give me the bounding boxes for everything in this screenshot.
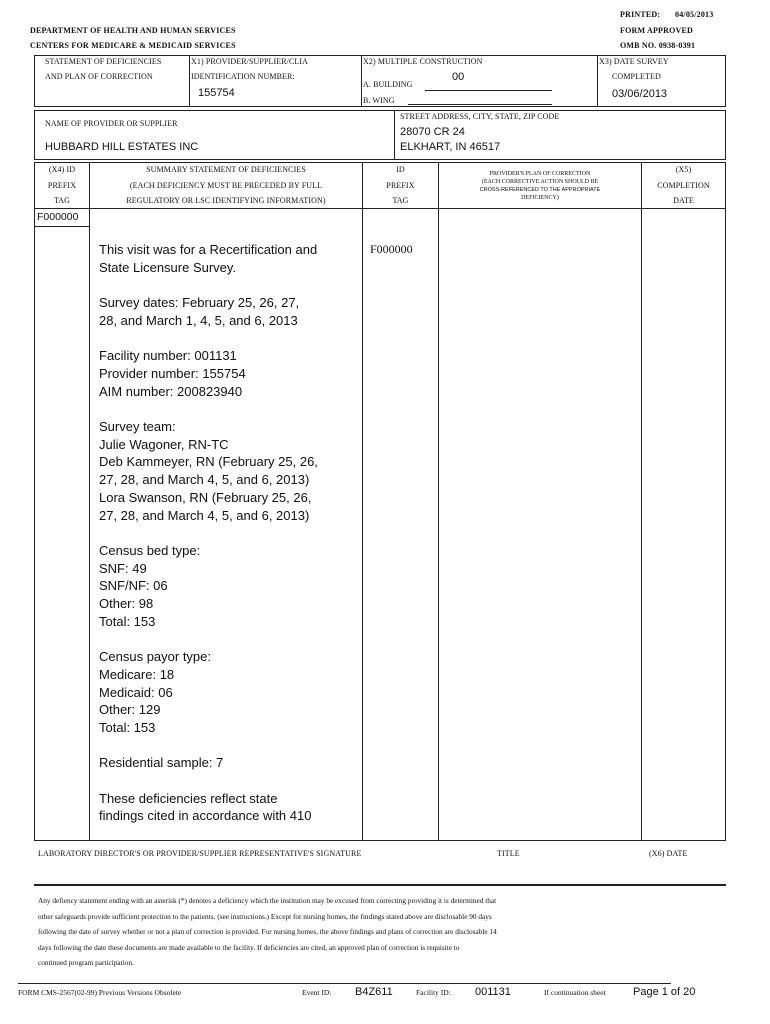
text-line: SNF: 49 bbox=[99, 560, 147, 576]
text-line: Survey team: bbox=[99, 418, 176, 434]
facility-id-value: 001131 bbox=[475, 986, 511, 998]
survey-date-value: 03/06/2013 bbox=[612, 88, 668, 100]
visit-paragraph bbox=[99, 241, 361, 276]
text-line: Total: 153 bbox=[99, 613, 156, 629]
x4-header-2: PREFIX bbox=[47, 181, 77, 190]
summary-header-1: SUMMARY STATEMENT OF DEFICIENCIES bbox=[146, 165, 306, 174]
omb-number: OMB NO. 0938-0391 bbox=[620, 41, 696, 50]
provider-name-value: HUBBARD HILL ESTATES INC bbox=[45, 141, 199, 153]
id-header-1: ID bbox=[396, 165, 405, 174]
text-line: Medicaid: 06 bbox=[99, 684, 173, 700]
form-approved: FORM APPROVED bbox=[620, 26, 694, 35]
survey-dates-paragraph bbox=[99, 294, 361, 329]
printed-label: PRINTED: bbox=[620, 10, 661, 19]
page-number: Page 1 of 20 bbox=[633, 986, 696, 998]
disclaimer-line: other safeguards provide sufficient protection to the patients. (see instructions.) Except for nursing homes, the findings stated above are disclosable 90 days bbox=[38, 911, 492, 921]
text-line: findings cited in accordance with 410 bbox=[99, 808, 312, 824]
x5-header-1: (X5) bbox=[675, 165, 692, 174]
text-line: Facility number: 001131 bbox=[99, 348, 237, 364]
text-line: 27, 28, and March 4, 5, and 6, 2013) bbox=[99, 472, 310, 488]
x3-label-2: COMPLETED bbox=[612, 72, 661, 81]
text-line: Census bed type: bbox=[99, 542, 201, 558]
x1-label-1: X1) PROVIDER/SUPPLIER/CLIA bbox=[191, 57, 309, 66]
text-line: Residential sample: 7 bbox=[99, 755, 224, 771]
facility-numbers-paragraph bbox=[99, 347, 361, 400]
address-line-1: 28070 CR 24 bbox=[400, 126, 465, 138]
id-header-2: PREFIX bbox=[386, 181, 415, 190]
address-line-2: ELKHART, IN 46517 bbox=[400, 141, 501, 153]
text-line: Medicare: 18 bbox=[99, 666, 175, 682]
x2-label: X2) MULTIPLE CONSTRUCTION bbox=[363, 57, 483, 66]
disclaimer-line: days following the date these documents are made available to the facility. If deficiencies are cited, an approved plan of correction is requisite to bbox=[38, 942, 460, 952]
x4-header-1: (X4) ID bbox=[48, 165, 76, 174]
building-value: 00 bbox=[452, 71, 465, 83]
text-line: Other: 129 bbox=[99, 702, 161, 718]
text-line: This visit was for a Recertification and bbox=[99, 242, 318, 257]
text-line: 28, and March 1, 4, 5, and 6, 2013 bbox=[99, 312, 298, 328]
survey-team-paragraph bbox=[99, 418, 361, 524]
x5-header-2: COMPLETION bbox=[657, 181, 710, 190]
text-line: AIM number: 200823940 bbox=[99, 383, 243, 399]
form-number: FORM CMS-2567(02-99) Previous Versions Obsolete bbox=[18, 988, 182, 997]
x6-date-label: (X6) DATE bbox=[649, 849, 688, 858]
text-line: Lora Swanson, RN (February 25, 26, bbox=[99, 489, 312, 505]
text-line: SNF/NF: 06 bbox=[99, 578, 168, 594]
x5-header-3: DATE bbox=[673, 196, 694, 205]
text-line: Deb Kammeyer, RN (February 25, 26, bbox=[99, 454, 318, 470]
x4-header-3: TAG bbox=[53, 196, 71, 205]
statement-label-1: STATEMENT OF DEFICIENCIES bbox=[45, 57, 162, 66]
provider-id-value: 155754 bbox=[198, 87, 235, 99]
text-line: Other: 98 bbox=[99, 596, 154, 611]
facility-id-label: Facility ID: bbox=[416, 988, 451, 997]
title-label: TITLE bbox=[497, 849, 520, 858]
text-line: State Licensure Survey. bbox=[99, 259, 237, 275]
centers-title: CENTERS FOR MEDICARE & MEDICAID SERVICES bbox=[30, 41, 236, 50]
department-title: DEPARTMENT OF HEALTH AND HUMAN SERVICES bbox=[30, 26, 236, 35]
text-line: Total: 153 bbox=[99, 719, 156, 735]
text-line: Survey dates: February 25, 26, 27, bbox=[99, 295, 300, 311]
wing-label: B. WING bbox=[363, 96, 395, 105]
disclaimer-line: following the date of survey whether or not a plan of correction is provided. For nursing homes, the above findings and plans of correction are disclosable 14 bbox=[38, 927, 497, 936]
correction-tag: F000000 bbox=[370, 242, 413, 256]
address-label: STREET ADDRESS, CITY, STATE, ZIP CODE bbox=[400, 112, 560, 121]
text-line: These deficiencies reflect state bbox=[99, 790, 278, 806]
text-line: Julie Wagoner, RN-TC bbox=[99, 436, 229, 452]
deficiency-tag: F000000 bbox=[37, 211, 79, 223]
building-label: A. BUILDING bbox=[363, 80, 413, 89]
plan-header-2: (EACH CORRECTIVE ACTION SHOULD BE bbox=[481, 179, 599, 185]
id-header-3: TAG bbox=[392, 196, 409, 205]
event-id-label: Event ID: bbox=[302, 988, 332, 997]
plan-header-4: DEFICIENCY) bbox=[521, 195, 559, 201]
disclaimer-text bbox=[38, 893, 726, 971]
event-id-value: B4Z611 bbox=[355, 986, 393, 998]
summary-header-3: REGULATORY OR LSC IDENTIFYING INFORMATION) bbox=[126, 196, 326, 205]
summary-statement bbox=[99, 241, 361, 843]
deficiencies-paragraph bbox=[99, 790, 361, 825]
statement-label-2: AND PLAN OF CORRECTION bbox=[45, 72, 153, 81]
residential-sample-paragraph bbox=[99, 754, 361, 772]
text-line: Provider number: 155754 bbox=[99, 365, 246, 381]
census-bed-paragraph bbox=[99, 542, 361, 631]
summary-header-2: (EACH DEFICIENCY MUST BE PRECEDED BY FULL bbox=[129, 181, 323, 190]
disclaimer-line: continued program participation. bbox=[38, 958, 134, 967]
text-line: Census payor type: bbox=[99, 649, 212, 665]
census-payor-paragraph bbox=[99, 648, 361, 737]
x1-label-2: IDENTIFICATION NUMBER: bbox=[191, 72, 295, 81]
x3-label-1: X3) DATE SURVEY bbox=[599, 57, 669, 66]
provider-name-label: NAME OF PROVIDER OR SUPPLIER bbox=[45, 119, 178, 128]
disclaimer-line: Any defiency statement ending with an asterisk (*) denotes a deficiency which the institution may be excused from correcting providing it is determined that bbox=[38, 896, 497, 905]
signature-label: LABORATORY DIRECTOR'S OR PROVIDER/SUPPLIER REPRESENTATIVE'S SIGNATURE bbox=[38, 849, 362, 858]
plan-header-3: CROSS-REFERENCED TO THE APPROPRIATE bbox=[479, 187, 601, 193]
continuation-label: If continuation sheet bbox=[544, 988, 606, 997]
plan-header-1: PROVIDER'S PLAN OF CORRECTION bbox=[489, 171, 591, 177]
printed-date: 04/05/2013 bbox=[675, 10, 714, 19]
text-line: 27, 28, and March 4, 5, and 6, 2013) bbox=[99, 507, 310, 523]
